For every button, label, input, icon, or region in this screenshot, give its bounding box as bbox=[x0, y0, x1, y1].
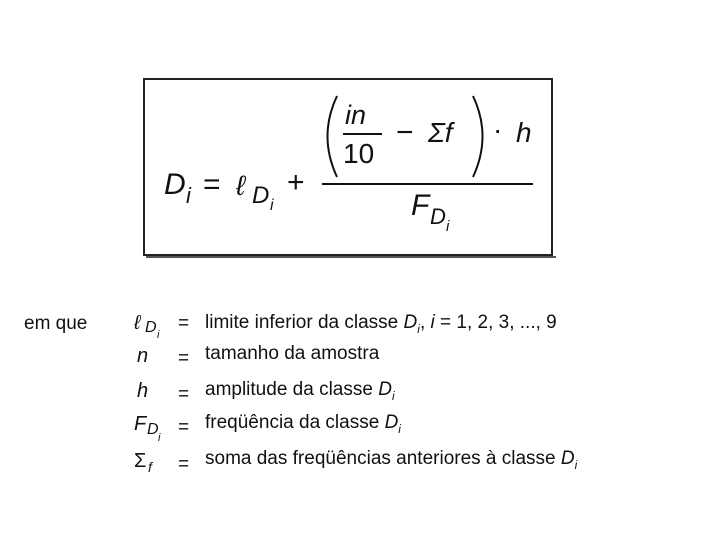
legend-symbol-h: h bbox=[137, 380, 149, 402]
formula-ell: ℓ bbox=[236, 170, 246, 201]
denominator-sub-d: D bbox=[430, 204, 446, 229]
formula-lhs-d: D bbox=[164, 168, 186, 201]
legend-symbol-n: n bbox=[137, 345, 149, 367]
legend-symbol-sigma-sub: f bbox=[148, 459, 152, 475]
formula-dot: · bbox=[493, 114, 503, 145]
legend-intro: em que bbox=[24, 313, 88, 334]
legend-eq: = bbox=[178, 384, 190, 405]
denominator-sub-i: i bbox=[446, 218, 450, 235]
legend-symbol-f: F bbox=[134, 413, 147, 435]
numerator-in: in bbox=[345, 100, 367, 130]
legend-eq: = bbox=[178, 313, 190, 334]
legend-desc: freqüência da classe $D_i$ bbox=[205, 412, 401, 436]
denominator-f: F bbox=[411, 189, 430, 222]
legend-desc: tamanho da amostra bbox=[205, 343, 380, 364]
legend-eq: = bbox=[178, 417, 190, 438]
legend-desc: soma das freqüências anteriores à classe $D_i$ bbox=[205, 448, 578, 472]
legend-symbol-ell-sub: D bbox=[145, 319, 157, 336]
legend-symbol-ell-sub-sub: i bbox=[157, 329, 160, 341]
legend-eq: = bbox=[178, 454, 190, 475]
formula-ell-sub: D bbox=[252, 182, 270, 209]
legend-symbol-f-sub: D bbox=[147, 421, 159, 438]
legend-symbol-sigma: Σ bbox=[134, 450, 147, 472]
legend-symbol-ell: ℓ bbox=[134, 312, 141, 334]
formula-lhs-subscript: i bbox=[186, 183, 191, 208]
formula-ell-sub-sub: i bbox=[270, 197, 274, 214]
formula-sigma-f: Σf bbox=[428, 117, 453, 148]
legend-eq: = bbox=[178, 348, 190, 369]
legend-desc: limite inferior da classe $D_i$, i = 1, 2, 3, ..., 9 bbox=[205, 312, 557, 336]
formula-equals: = bbox=[203, 168, 221, 201]
right-parenthesis bbox=[473, 96, 483, 177]
formula-h: h bbox=[516, 117, 532, 148]
legend-symbol-f-sub-sub: i bbox=[158, 432, 161, 444]
left-parenthesis bbox=[328, 96, 338, 177]
formula-minus: − bbox=[396, 116, 414, 149]
denominator-10: 10 bbox=[343, 138, 375, 169]
legend-desc: amplitude da classe $D_i$ bbox=[205, 379, 395, 403]
formula-plus: + bbox=[287, 166, 305, 199]
